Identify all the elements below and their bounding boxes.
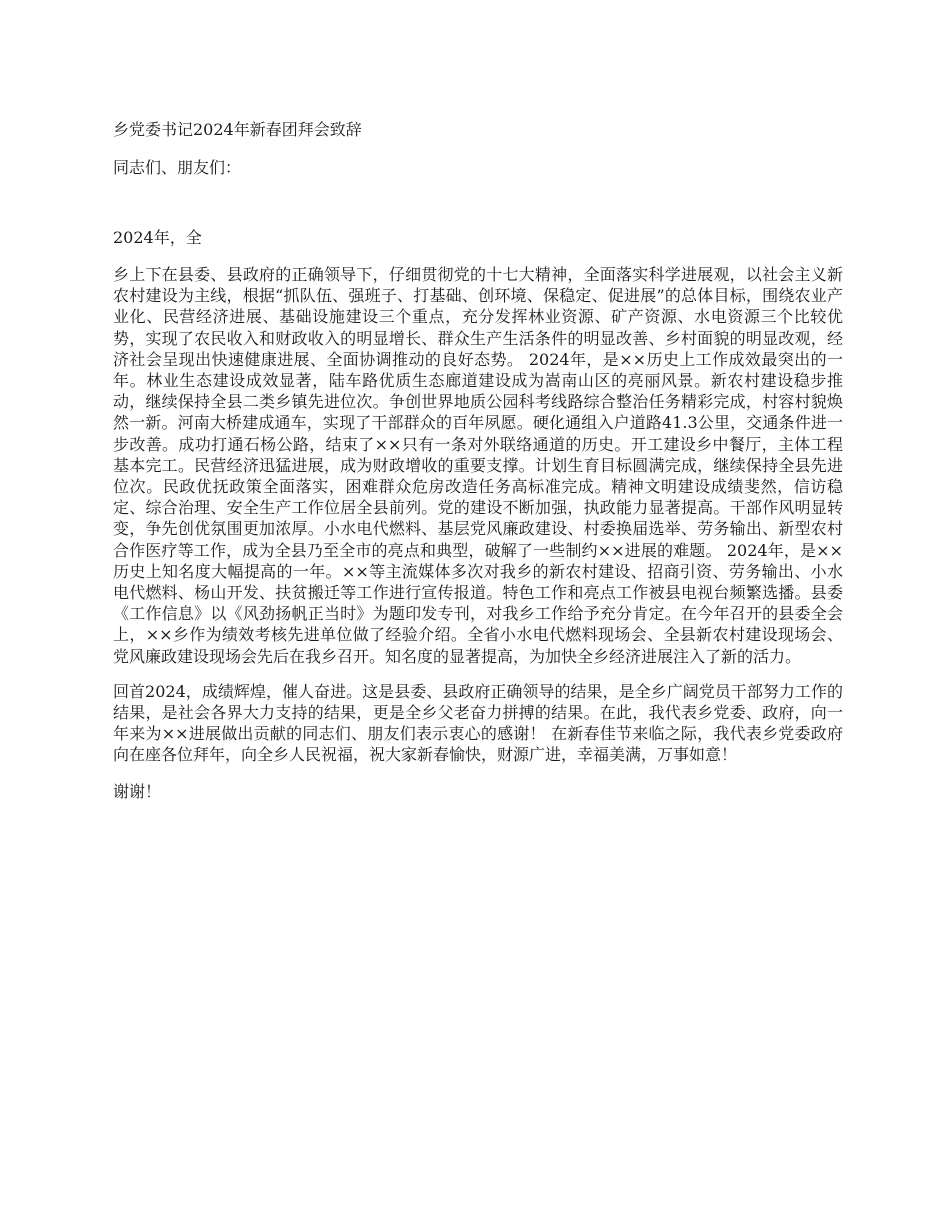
- document-page: [113, 118, 843, 804]
- lead-line: 2024年，全: [113, 228, 202, 247]
- closing-line: 谢谢！: [113, 781, 162, 801]
- body-paragraph: 乡上下在县委、县政府的正确领导下，仔细贯彻党的十七大精神，全面落实科学进展观，以社会主义新农村建设为主线，根据“抓队伍、强班子、打基础、创环境、保稳定、促进展”的总体目标，围绕农业产业化、民营经济进展、基础设施建设三个重点，充分发挥林业资源、矿产资源、水电资源三个比较优势，实现了农民收入和财政收入的明显增长、群众生产生活条件的明显改善、乡村面貌的明显改观，经济社会呈现出快速健康进展、全面协调推动的良好态势。 2024年，是××历史上工作成效最突出的一年。林业生态建设成效显著，陆车路优质生态廊道建设成为嵩南山区的亮丽风景。新农村建设稳步推动，继续保持全县二类乡镇先进位次。争创世界地质公园科考线路综合整治任务精彩完成，村容村貌焕然一新。河南大桥建成通车，实现了干部群众的百年夙愿。硬化通组入户道路41.3公里，交通条件进一步改善。成功打通石杨公路，结束了××只有一条对外联络通道的历史。开工建设乡中餐厅，主体工程基本完工。民营经济迅猛进展，成为财政增收的重要支撑。计划生育目标圆满完成，继续保持全县先进位次。民政优抚政策全面落实，困难群众危房改造任务高标准完成。精神文明建设成绩斐然，信访稳定、综合治理、安全生产工作位居全县前列。党的建设不断加强，执政能力显著提高。干部作风明显转变，争先创优氛围更加浓厚。小水电代燃料、基层党风廉政建设、村委换届选举、劳务输出、新型农村合作医疗等工作，成为全县乃至全市的亮点和典型，破解了一些制约××进展的难题。 2024年，是××历史上知名度大幅提高的一年。××等主流媒体多次对我乡的新农村建设、招商引资、劳务输出、小水电代燃料、杨山开发、扶贫搬迁等工作进行宣传报道。特色工作和亮点工作被县电视台频繁选播。县委《工作信息》以《风劲扬帆正当时》为题印发专刊，对我乡工作给予充分肯定。在今年召开的县委全会上，××乡作为绩效考核先进单位做了经验介绍。全省小水电代燃料现场会、全县新农村建设现场会、党风廉政建设现场会先后在我乡召开。知名度的显著提高，为加快全乡经济进展注入了新的活力。: [113, 265, 843, 666]
- greeting: 同志们、朋友们：: [113, 158, 242, 177]
- body-paragraph: 回首2024，成绩辉煌，催人奋进。这是县委、县政府正确领导的结果，是全乡广阔党员干部努力工作的结果，是社会各界大力支持的结果，更是全乡父老奋力拼搏的结果。在此，我代表乡党委、政府，向一年来为××进展做出贡献的同志们、朋友们表示衷心的感谢！ 在新春佳节来临之际，我代表乡党委政府向在座各位拜年，向全乡人民祝福，祝大家新春愉快，财源广进，幸福美满，万事如意！: [113, 681, 843, 765]
- document-title: 乡党委书记2024年新春团拜会致辞: [113, 120, 362, 139]
